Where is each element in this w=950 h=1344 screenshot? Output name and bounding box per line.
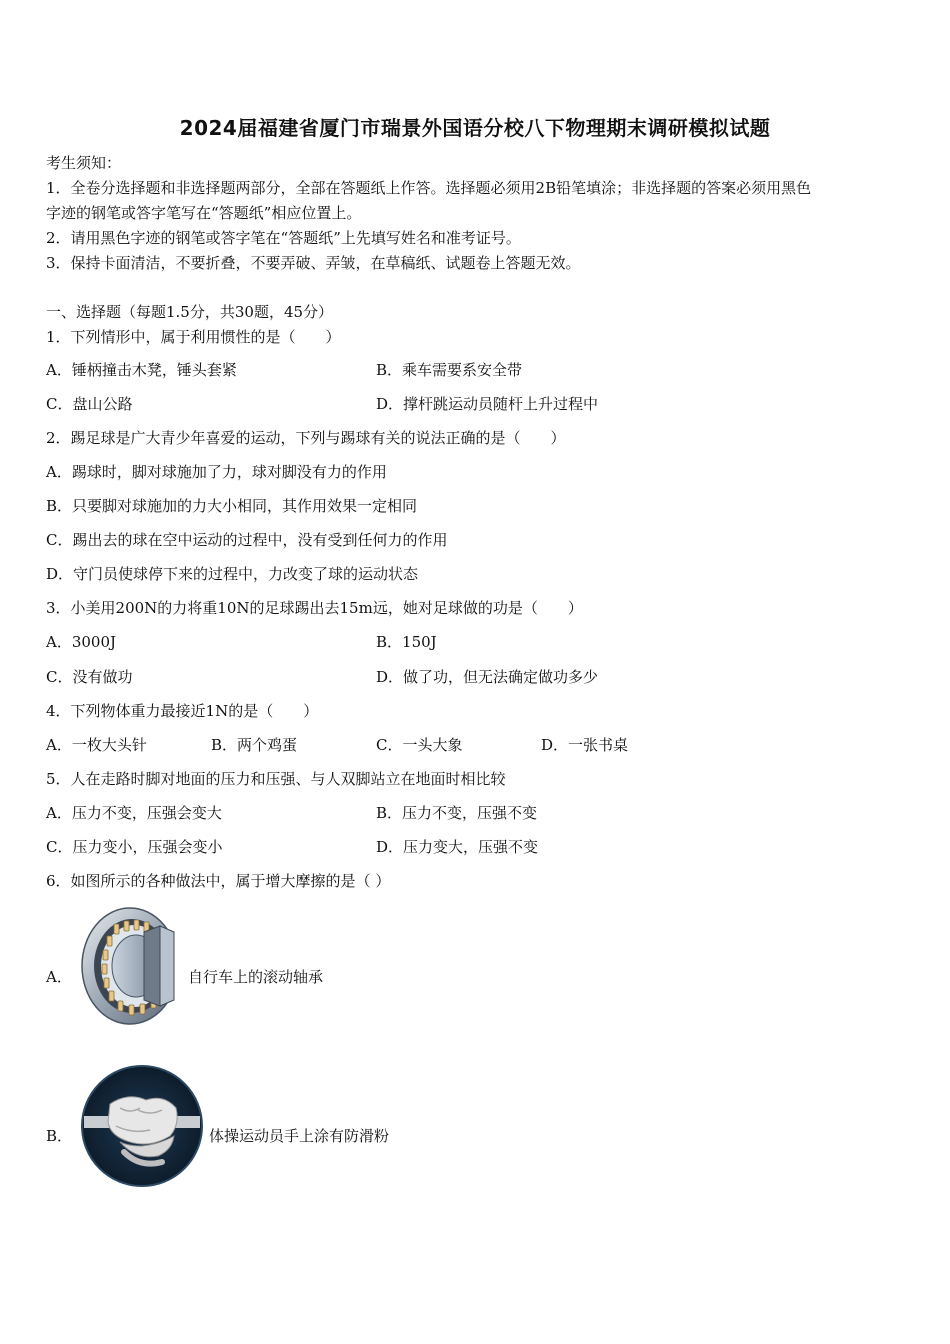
notice-heading: 考生须知： bbox=[46, 154, 122, 172]
notice-item-1b: 字迹的钢笔或答字笔写在“答题纸”相应位置上。 bbox=[46, 204, 362, 222]
q4-option-b: B．两个鸡蛋 bbox=[211, 736, 298, 754]
q3-option-c: C．没有做功 bbox=[46, 668, 133, 686]
section-heading: 一、选择题（每题1.5分，共30题，45分） bbox=[46, 303, 334, 321]
q1-stem: 1．下列情形中，属于利用惯性的是（ ） bbox=[46, 328, 341, 346]
q1-option-d: D．撑杆跳运动员随杆上升过程中 bbox=[376, 395, 599, 413]
gymnast-hands-image bbox=[80, 1064, 204, 1188]
page-title: 2024届福建省厦门市瑞景外国语分校八下物理期末调研模拟试题 bbox=[179, 116, 771, 140]
q6-option-b-text: 体操运动员手上涂有防滑粉 bbox=[209, 1127, 390, 1145]
q2-option-b: B．只要脚对球施加的力大小相同，其作用效果一定相同 bbox=[46, 497, 418, 515]
q6-option-a-label: A． bbox=[46, 968, 72, 986]
notice-item-1a: 1．全卷分选择题和非选择题两部分，全部在答题纸上作答。选择题必须用2B铅笔填涂；非选择题的答案必须用黑色 bbox=[46, 179, 812, 197]
q2-stem: 2．踢足球是广大青少年喜爱的运动，下列与踢球有关的说法正确的是（ ） bbox=[46, 429, 566, 447]
q3-stem: 3．小美用200N的力将重10N的足球踢出去15m远，她对足球做的功是（ ） bbox=[46, 599, 583, 617]
q6-option-b-label: B． bbox=[46, 1127, 73, 1145]
q4-option-d: D．一张书桌 bbox=[541, 736, 629, 754]
q2-option-d: D．守门员使球停下来的过程中，力改变了球的运动状态 bbox=[46, 565, 419, 583]
q3-option-b: B．150J bbox=[376, 633, 437, 651]
notice-item-3: 3．保持卡面清洁，不要折叠，不要弄破、弄皱，在草稿纸、试题卷上答题无效。 bbox=[46, 254, 581, 272]
q3-option-d: D．做了功，但无法确定做功多少 bbox=[376, 668, 599, 686]
q3-option-a: A．3000J bbox=[46, 633, 117, 651]
q1-option-b: B．乘车需要系安全带 bbox=[376, 361, 523, 379]
q4-option-c: C．一头大象 bbox=[376, 736, 463, 754]
bearing-image bbox=[74, 902, 182, 1030]
q5-option-b: B．压力不变，压强不变 bbox=[376, 804, 538, 822]
q4-stem: 4．下列物体重力最接近1N的是（ ） bbox=[46, 702, 319, 720]
q6-option-a-text: 自行车上的滚动轴承 bbox=[188, 968, 324, 986]
q1-option-a: A．锤柄撞击木凳，锤头套紧 bbox=[46, 361, 237, 379]
q2-option-c: C．踢出去的球在空中运动的过程中，没有受到任何力的作用 bbox=[46, 531, 448, 549]
q5-option-c: C．压力变小，压强会变小 bbox=[46, 838, 223, 856]
q1-option-c: C．盘山公路 bbox=[46, 395, 133, 413]
q5-option-d: D．压力变大，压强不变 bbox=[376, 838, 539, 856]
q5-option-a: A．压力不变，压强会变大 bbox=[46, 804, 222, 822]
q6-stem: 6．如图所示的各种做法中，属于增大摩擦的是（ ） bbox=[46, 872, 391, 890]
notice-item-2: 2．请用黑色字迹的钢笔或答字笔在“答题纸”上先填写姓名和准考证号。 bbox=[46, 229, 521, 247]
q2-option-a: A．踢球时，脚对球施加了力，球对脚没有力的作用 bbox=[46, 463, 387, 481]
q5-stem: 5．人在走路时脚对地面的压力和压强、与人双脚站立在地面时相比较 bbox=[46, 770, 506, 788]
q4-option-a: A．一枚大头针 bbox=[46, 736, 147, 754]
